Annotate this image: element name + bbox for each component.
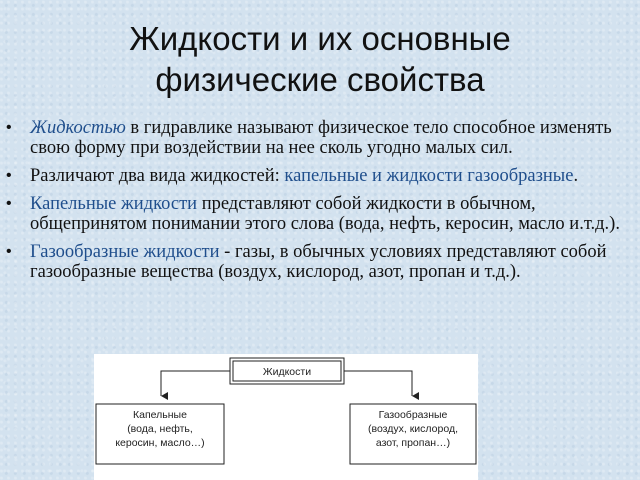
connector-left: [161, 371, 230, 396]
bullet-text: .: [573, 166, 579, 186]
slide-title-line-2: физические свойства: [155, 61, 485, 98]
gaseous-liquids-label-3: азот, пропан…): [375, 437, 451, 449]
bullet-text: Различают два вида жидкостей:: [30, 166, 285, 186]
drop-liquids-label-3: керосин, масло…): [115, 437, 205, 449]
slide-title: [0, 18, 640, 100]
bullet-item: [0, 194, 640, 234]
bullet-text: - газы, в обычных условиях представляют собой газообразные вещества (воздух, кислород, азот, пропан и т.д.).: [30, 242, 607, 282]
bullet-dot-icon: •: [6, 195, 12, 212]
term-gaseous-liquids: Газообразные жидкости: [30, 242, 220, 262]
bullet-dot-icon: •: [6, 119, 12, 136]
term-liquid: Жидкостью: [30, 118, 126, 138]
drop-liquids-label-1: Капельные: [133, 409, 187, 421]
gaseous-liquids-label-2: (воздух, кислород,: [367, 423, 459, 435]
classification-diagram: [94, 354, 478, 480]
highlight-types: капельные и жидкости газообразные: [284, 166, 574, 186]
bullet-item: [0, 166, 640, 186]
drop-liquids-label-2: (вода, нефть,: [127, 423, 193, 435]
bullet-list: [0, 118, 640, 290]
definition-text: в гидравлике называют физическое тело способное изменять свою форму при воздействии на нее сколь угодно малых сил.: [30, 118, 612, 158]
bullet-dot-icon: •: [6, 167, 12, 184]
bullet-dot-icon: •: [6, 243, 12, 260]
root-label: Жидкости: [262, 366, 312, 378]
term-drop-liquids: Капельные жидкости: [30, 194, 198, 214]
connector-right: [344, 371, 412, 396]
slide-title-line-1: Жидкости и их основные: [129, 20, 511, 57]
bullet-text: представляют собой жидкости в обычном, общепринятом понимании этого слова (вода, нефть, керосин, масло и.т.д.).: [30, 194, 620, 234]
bullet-item: [0, 242, 640, 282]
bullet-item: [0, 118, 640, 158]
diagram-svg: [94, 354, 478, 480]
gaseous-liquids-label-1: Газообразные: [378, 409, 448, 421]
